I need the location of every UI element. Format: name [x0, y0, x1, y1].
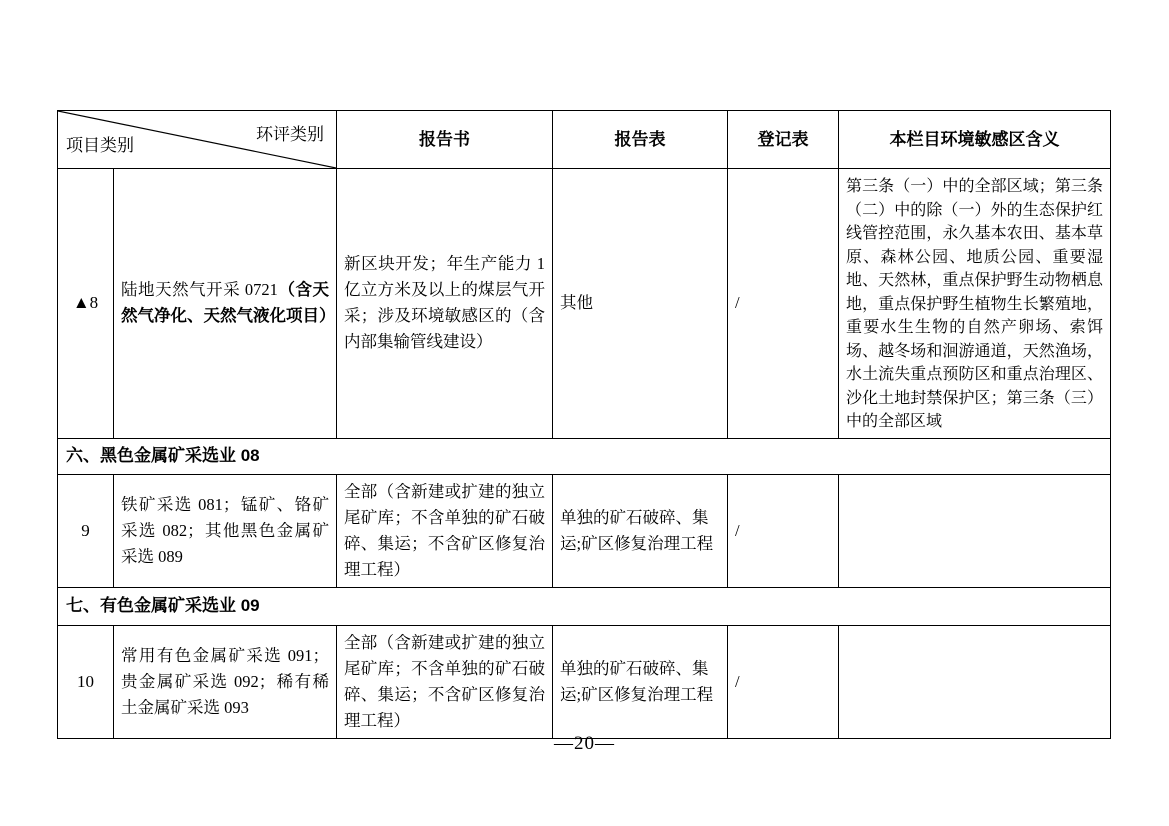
header-report-form: 报告表	[553, 111, 728, 169]
registration-form-cell: /	[728, 169, 839, 439]
report-form-cell: 单独的矿石破碎、集运;矿区修复治理工程	[553, 625, 728, 738]
header-eia-category-label: 环评类别	[256, 125, 324, 144]
header-sensitive-area-meaning: 本栏目环境敏感区含义	[839, 111, 1111, 169]
sensitive-area-meaning-cell	[839, 474, 1111, 587]
project-category-cell: 铁矿采选 081；锰矿、铬矿采选 082；其他黑色金属矿采选 089	[114, 474, 337, 587]
report-form-cell: 单独的矿石破碎、集运;矿区修复治理工程	[553, 474, 728, 587]
header-report-book: 报告书	[337, 111, 553, 169]
project-category-cell: 常用有色金属矿采选 091；贵金属矿采选 092；稀有稀土金属矿采选 093	[114, 625, 337, 738]
category-bold-text: （含天然气净化、天然气液化项目）	[121, 280, 336, 326]
section-label: 七、有色金属矿采选业 09	[58, 587, 1111, 625]
table-header-row	[58, 111, 1111, 169]
page-number: —20—	[554, 733, 615, 754]
table-row-8	[58, 169, 1111, 439]
section-row-7	[58, 587, 1111, 625]
sensitive-area-meaning-cell: 第三条（一）中的全部区域；第三条（二）中的除（一）外的生态保护红线管控范围，永久基本农田、基本草原、森林公园、地质公园、重要湿地、天然林，重点保护野生动物栖息地，重点保护野生植物生长繁殖地，重要水生生物的自然产卵场、索饵场、越冬场和洄游通道，天然渔场，水土流失重点预防区和重点治理区、沙化土地封禁保护区；第三条（三）中的全部区域	[839, 169, 1111, 439]
section-row-6	[58, 438, 1111, 474]
row-id: ▲8	[58, 169, 114, 439]
row-id: 9	[58, 474, 114, 587]
report-book-cell: 全部（含新建或扩建的独立尾矿库；不含单独的矿石破碎、集运；不含矿区修复治理工程）	[337, 625, 553, 738]
registration-form-cell: /	[728, 625, 839, 738]
header-project-category-label: 项目类别	[66, 136, 134, 155]
eia-category-table	[57, 110, 1111, 739]
section-label: 六、黑色金属矿采选业 08	[58, 438, 1111, 474]
report-book-cell: 新区块开发；年生产能力 1 亿立方米及以上的煤层气开采；涉及环境敏感区的（含内部集输管线建设）	[337, 169, 553, 439]
report-book-cell: 全部（含新建或扩建的独立尾矿库；不含单独的矿石破碎、集运；不含矿区修复治理工程）	[337, 474, 553, 587]
project-category-cell	[114, 169, 337, 439]
header-registration-form: 登记表	[728, 111, 839, 169]
table-row-9	[58, 474, 1111, 587]
sensitive-area-meaning-cell	[839, 625, 1111, 738]
header-diagonal-cell	[58, 111, 337, 169]
registration-form-cell: /	[728, 474, 839, 587]
table-row-10	[58, 625, 1111, 738]
report-form-cell: 其他	[553, 169, 728, 439]
category-text: 陆地天然气开采 0721	[121, 280, 278, 300]
row-id: 10	[58, 625, 114, 738]
